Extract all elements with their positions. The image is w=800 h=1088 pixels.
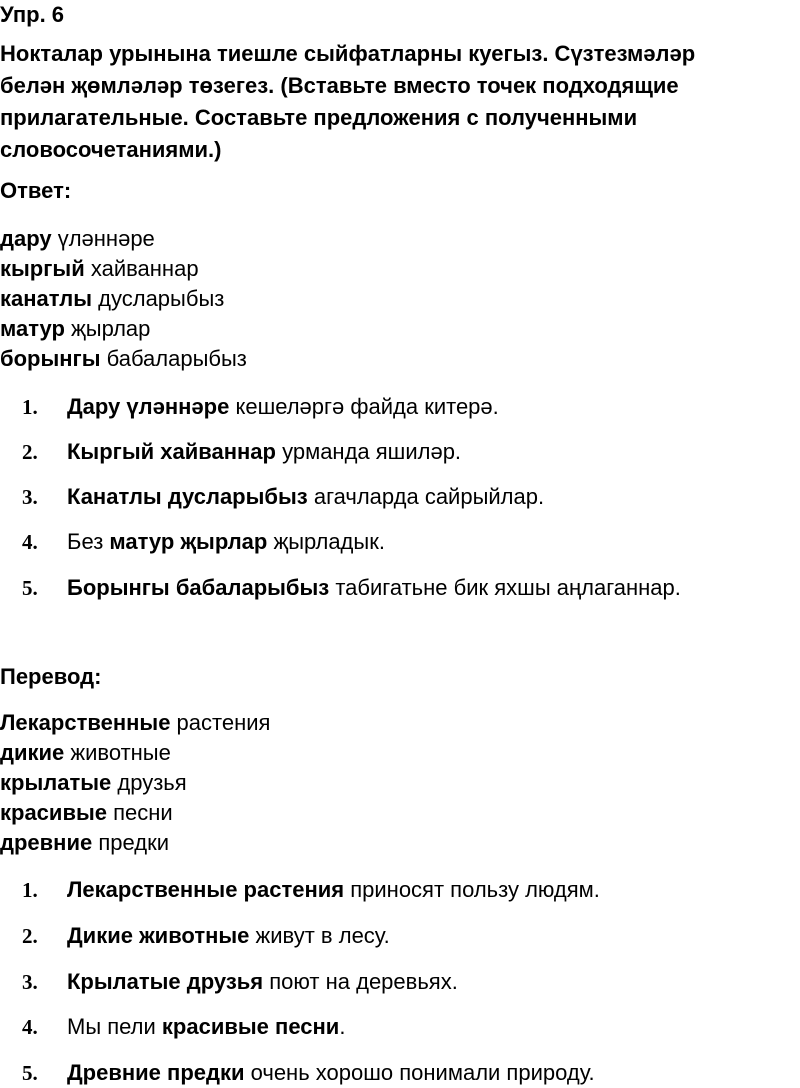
- translation-phrase: [0, 738, 270, 768]
- phrase-highlight: матур җырлар: [109, 529, 268, 554]
- task-line: прилагательные. Составьте предложения с полученными: [0, 105, 638, 130]
- exercise-title: Упр. 6: [0, 2, 65, 27]
- answer-phrase: [0, 254, 247, 284]
- sentence-text: Канатлы дусларыбыз агачларда сайрыйлар.: [67, 484, 545, 509]
- item-number: 3.: [22, 970, 38, 994]
- adjective: дару: [0, 226, 52, 251]
- sentence-text: Лекарственные растения приносят пользу людям.: [67, 877, 600, 902]
- answer-phrase-list: [0, 224, 247, 374]
- translation-phrase: [0, 708, 270, 738]
- phrase-highlight: Древние предки: [67, 1060, 245, 1085]
- translation-phrase: [0, 798, 270, 828]
- item-number: 2.: [22, 924, 38, 948]
- adjective: борынгы: [0, 346, 101, 371]
- item-number: 2.: [22, 440, 38, 464]
- task-line: белән җөмләләр төзегез. (Вставьте вместо точек подходящие: [0, 73, 679, 98]
- noun: друзья: [111, 770, 187, 795]
- translation-phrase: [0, 768, 270, 798]
- task-instructions: [0, 38, 800, 166]
- adjective: крылатые: [0, 770, 112, 795]
- sentence-text: Крылатые друзья поют на деревьях.: [67, 969, 458, 994]
- adjective: кыргый: [0, 256, 85, 281]
- sentence-text: Дикие животные живут в лесу.: [67, 923, 390, 948]
- item-number: 5.: [22, 576, 38, 600]
- adjective: древние: [0, 830, 93, 855]
- phrase-highlight: Дикие животные: [67, 923, 250, 948]
- answer-phrase: [0, 344, 247, 374]
- noun: бабаларыбыз: [100, 346, 247, 371]
- adjective: канатлы: [0, 286, 93, 311]
- sentence-text: Без матур җырлар җырладык.: [67, 529, 385, 554]
- task-line: Нокталар урынына тиешле сыйфатларны куегыз. Сүзтезмәләр: [0, 41, 696, 66]
- noun: хайваннар: [84, 256, 199, 281]
- translation-phrase: [0, 828, 270, 858]
- noun: растения: [170, 710, 271, 735]
- phrase-highlight: Кыргый хайваннар: [67, 439, 276, 464]
- noun: животные: [64, 740, 171, 765]
- sentence-text: Борынгы бабаларыбыз табигатьне бик яхшы аңлаганнар.: [67, 575, 681, 600]
- adjective: Лекарственные: [0, 710, 171, 735]
- sentence-text: Древние предки очень хорошо понимали природу.: [67, 1060, 595, 1085]
- item-number: 4.: [22, 530, 38, 554]
- phrase-highlight: Дару үләннәре: [67, 394, 230, 419]
- answer-phrase: [0, 284, 247, 314]
- item-number: 1.: [22, 395, 38, 419]
- task-line: словосочетаниями.): [0, 137, 222, 162]
- sentence-text: Дару үләннәре кешеләргә файда китерә.: [67, 394, 499, 419]
- item-number: 5.: [22, 1061, 38, 1085]
- noun: үләннәре: [51, 226, 155, 251]
- phrase-highlight: Канатлы дусларыбыз: [67, 484, 308, 509]
- item-number: 3.: [22, 485, 38, 509]
- phrase-highlight: Лекарственные растения: [67, 877, 345, 902]
- answer-phrase: [0, 224, 247, 254]
- adjective: дикие: [0, 740, 65, 765]
- phrase-highlight: красивые песни: [161, 1014, 340, 1039]
- sentence-text: Кыргый хайваннар урманда яшиләр.: [67, 439, 462, 464]
- translation-heading: Перевод:: [0, 664, 102, 689]
- adjective: матур: [0, 316, 65, 341]
- sentence-text: Мы пели красивые песни.: [67, 1014, 346, 1039]
- item-number: 4.: [22, 1015, 38, 1039]
- phrase-highlight: Крылатые друзья: [67, 969, 264, 994]
- item-number: 1.: [22, 878, 38, 902]
- noun: предки: [92, 830, 169, 855]
- noun: җырлар: [64, 316, 151, 341]
- adjective: красивые: [0, 800, 107, 825]
- answer-phrase: [0, 314, 247, 344]
- answer-heading: Ответ:: [0, 178, 72, 203]
- phrase-highlight: Борынгы бабаларыбыз: [67, 575, 330, 600]
- noun: песни: [107, 800, 173, 825]
- translation-phrase-list: [0, 708, 270, 858]
- noun: дусларыбыз: [92, 286, 225, 311]
